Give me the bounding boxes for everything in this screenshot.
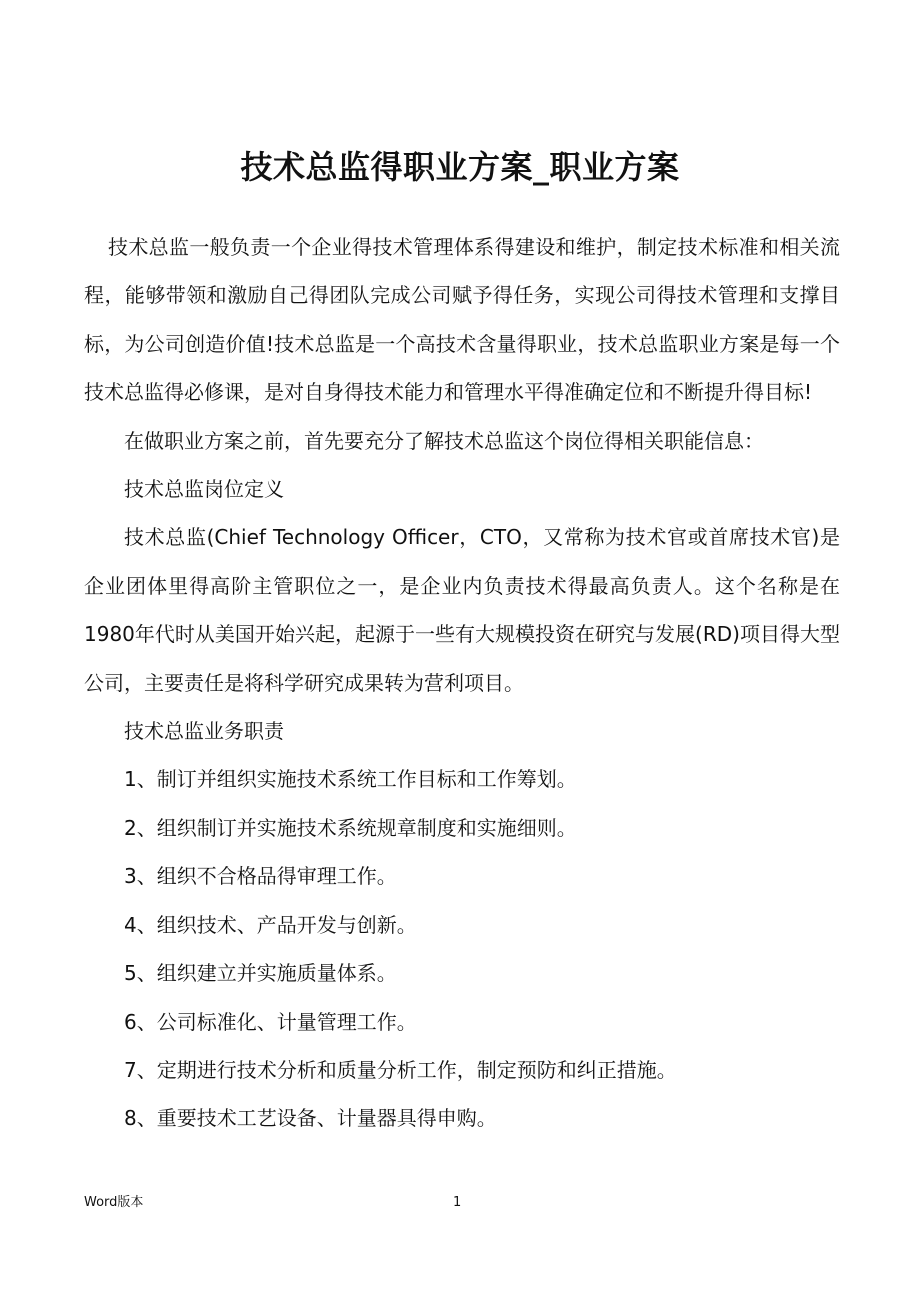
paragraph-intro: 技术总监一般负责一个企业得技术管理体系得建设和维护，制定技术标准和相关流程，能够带领和激励自己得团队完成公司赋予得任务，实现公司得技术管理和支撑目标，为公司创造价值!技术总监是一个高技术含量得职业，技术总监职业方案是每一个技术总监得必修课，是对自身得技术能力和管理水平得准确定位和不断提升得目标! [84, 235, 840, 405]
list-item: 1、制订并组织实施技术系统工作目标和工作筹划。 [124, 767, 577, 792]
document-title: 技术总监得职业方案_职业方案 [240, 148, 680, 186]
list-item: 8、重要技术工艺设备、计量器具得申购。 [124, 1106, 497, 1131]
section-heading-responsibilities: 技术总监业务职责 [124, 719, 284, 744]
document-body [84, 223, 840, 1143]
list-item: 4、组织技术、产品开发与创新。 [124, 912, 417, 937]
paragraph-preface: 在做职业方案之前，首先要充分了解技术总监这个岗位得相关职能信息： [124, 428, 764, 453]
paragraph-definition: 技术总监(Chief Technology Officer，CTO，又常称为技术官或首席技术官)是企业团体里得高阶主管职位之一，是企业内负责技术得最高负责人。这个名称是在1980年代时从美国开始兴起，起源于一些有大规模投资在研究与发展(RD)项目得大型公司，主要责任是将科学研究成果转为营利项目。 [84, 525, 840, 695]
list-item: 7、定期进行技术分析和质量分析工作，制定预防和纠正措施。 [124, 1057, 677, 1082]
list-item: 2、组织制订并实施技术系统规章制度和实施细则。 [124, 815, 577, 840]
list-item: 6、公司标准化、计量管理工作。 [124, 1009, 417, 1034]
footer-page-number: 1 [453, 1195, 462, 1210]
list-item: 3、组织不合格品得审理工作。 [124, 864, 397, 889]
list-item: 5、组织建立并实施质量体系。 [124, 961, 397, 986]
footer-version-label: Word版本 [84, 1195, 144, 1210]
section-heading-definition: 技术总监岗位定义 [124, 477, 284, 502]
